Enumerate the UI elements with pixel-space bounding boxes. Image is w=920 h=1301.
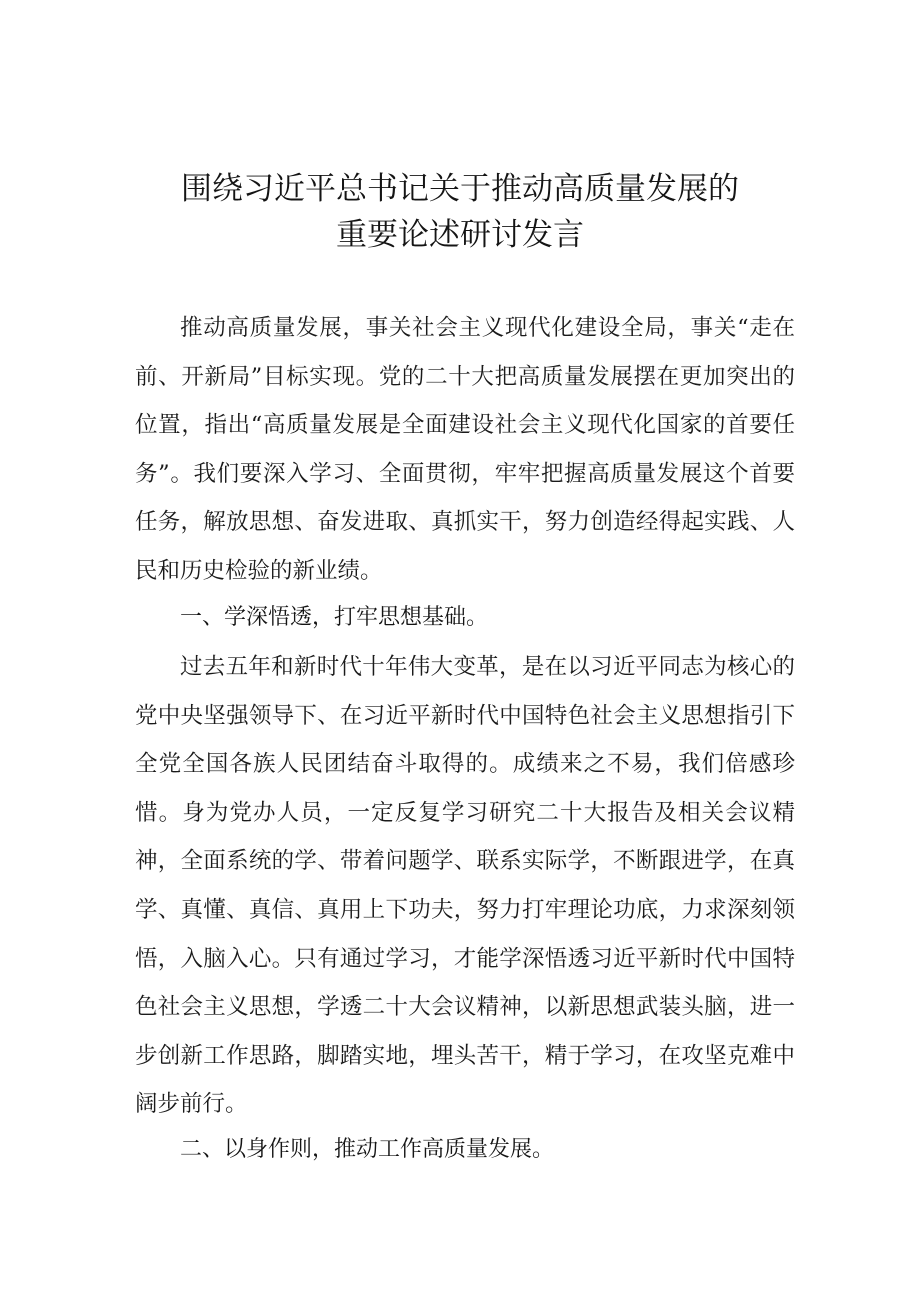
document-title-line-1: 围绕习近平总书记关于推动高质量发展的 [181, 171, 739, 207]
document-title-line-2: 重要论述研讨发言 [336, 217, 584, 253]
intro-paragraph: 推动高质量发展，事关社会主义现代化建设全局，事关“走在前、开新局”目标实现。党的二十大把高质量发展摆在更加突出的位置，指出“高质量发展是全面建设社会主义现代化国家的首要任务”。我们要深入学习、全面贯彻，牢牢把握高质量发展这个首要任务，解放思想、奋发进取、真抓实干，努力创造经得起实践、人民和历史检验的新业绩。 [135, 315, 795, 584]
section-1-paragraph: 过去五年和新时代十年伟大变革，是在以习近平同志为核心的党中央坚强领导下、在习近平新时代中国特色社会主义思想指引下全党全国各族人民团结奋斗取得的。成绩来之不易，我们倍感珍惜。身为党办人员，一定反复学习研究二十大报告及相关会议精神，全面系统的学、带着问题学、联系实际学，不断跟进学，在真学、真懂、真信、真用上下功夫，努力打牢理论功底，力求深刻领悟，入脑入心。只有通过学习，才能学深悟透习近平新时代中国特色社会主义思想，学透二十大会议精神，以新思想武装头脑，进一步创新工作思路，脚踏实地，埋头苦干，精于学习，在攻坚克难中阔步前行。 [135, 654, 795, 1118]
section-heading-1: 一、学深悟透，打牢思想基础。 [180, 605, 489, 630]
section-heading-2: 二、以身作则，推动工作高质量发展。 [180, 1137, 555, 1162]
